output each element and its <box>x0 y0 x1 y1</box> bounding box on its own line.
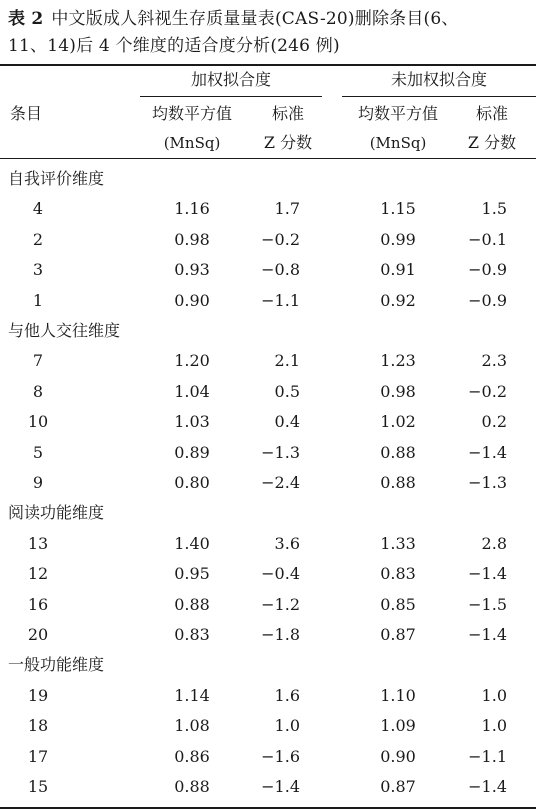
unweighted-z-value: 1.5 <box>481 199 507 219</box>
table-row <box>0 590 536 620</box>
section-label: 与他人交往维度 <box>8 321 121 340</box>
table-row <box>0 742 536 772</box>
table-row <box>0 255 536 285</box>
weighted-mnsq-value: 1.08 <box>174 716 210 736</box>
unweighted-z-value: −0.9 <box>468 290 507 310</box>
unweighted-mnsq-value: 0.87 <box>380 777 416 796</box>
unweighted-z-value: −0.1 <box>468 229 507 249</box>
item-number: 9 <box>32 473 44 492</box>
weighted-mnsq-value: 0.86 <box>174 746 210 766</box>
caption-line-2: 11、14)后 4 个维度的适合度分析(246 例) <box>8 36 340 56</box>
table-row <box>0 468 536 498</box>
unweighted-mnsq-value: 0.91 <box>380 260 416 280</box>
weighted-z-value: 1.0 <box>274 716 300 736</box>
weighted-mnsq-value: 1.16 <box>174 199 210 219</box>
caption-text-1: 中文版成人斜视生存质量量表(CAS-20)删除条目(6、 <box>51 9 459 29</box>
item-number: 8 <box>32 381 44 401</box>
table-row <box>0 377 536 407</box>
weighted-mnsq-value: 0.90 <box>174 290 210 310</box>
weighted-mnsq-value: 0.83 <box>174 625 210 644</box>
table-row <box>0 772 536 802</box>
unweighted-z-value: 2.3 <box>481 351 507 371</box>
header-unweighted-z: Z 分数 <box>467 133 517 152</box>
weighted-z-value: −1.1 <box>261 290 300 310</box>
weighted-mnsq-value: 1.04 <box>174 381 210 401</box>
item-number: 17 <box>27 746 49 766</box>
item-number: 10 <box>27 412 49 432</box>
unweighted-mnsq-value: 1.09 <box>380 716 416 736</box>
header-weighted-mnsq-abbr: (MnSq) <box>163 134 221 152</box>
unweighted-group-rule <box>342 96 536 97</box>
table-bottom-rule <box>0 807 536 809</box>
unweighted-mnsq-value: 0.98 <box>380 381 416 401</box>
item-number: 2 <box>32 229 44 249</box>
table-header-rule <box>0 158 536 159</box>
unweighted-mnsq-value: 0.88 <box>380 442 416 462</box>
unweighted-z-value: 0.2 <box>481 412 507 432</box>
unweighted-z-value: −1.4 <box>468 625 507 644</box>
unweighted-z-value: −1.4 <box>468 564 507 584</box>
section-row <box>0 164 536 194</box>
weighted-z-value: −1.6 <box>261 746 300 766</box>
section-label: 自我评价维度 <box>8 169 105 188</box>
table-row <box>0 681 536 711</box>
item-number: 5 <box>32 442 44 462</box>
unweighted-mnsq-value: 1.02 <box>380 412 416 432</box>
table-row <box>0 346 536 376</box>
header-weighted-std: 标准 <box>271 104 305 123</box>
section-row <box>0 316 536 346</box>
header-weighted-group: 加权拟合度 <box>190 70 272 89</box>
header-unweighted-mnsq-abbr: (MnSq) <box>369 134 427 152</box>
weighted-z-value: 1.6 <box>274 685 300 705</box>
unweighted-mnsq-value: 0.83 <box>380 564 416 584</box>
table-row <box>0 711 536 741</box>
unweighted-z-value: −0.2 <box>468 381 507 401</box>
unweighted-mnsq-value: 0.87 <box>380 625 416 644</box>
weighted-mnsq-value: 1.14 <box>174 685 210 705</box>
weighted-z-value: −1.8 <box>261 625 300 644</box>
weighted-mnsq-value: 0.89 <box>174 442 210 462</box>
unweighted-z-value: −1.4 <box>468 442 507 462</box>
weighted-mnsq-value: 1.20 <box>174 351 210 371</box>
unweighted-mnsq-value: 0.88 <box>380 473 416 492</box>
item-number: 16 <box>27 594 49 614</box>
unweighted-mnsq-value: 0.99 <box>380 229 416 249</box>
header-unweighted-std: 标准 <box>475 104 509 123</box>
weighted-z-value: −0.8 <box>261 260 300 280</box>
item-number: 13 <box>27 533 49 553</box>
header-unweighted-group: 未加权拟合度 <box>390 70 488 89</box>
weighted-mnsq-value: 0.88 <box>174 594 210 614</box>
weighted-z-value: −0.2 <box>261 229 300 249</box>
header-unweighted-mnsq: 均数平方值 <box>357 104 439 123</box>
table-row <box>0 225 536 255</box>
unweighted-z-value: −1.5 <box>468 594 507 614</box>
weighted-z-value: −1.4 <box>261 777 300 796</box>
weighted-mnsq-value: 0.88 <box>174 777 210 796</box>
weighted-mnsq-value: 1.03 <box>174 412 210 432</box>
item-number: 1 <box>32 290 44 310</box>
unweighted-z-value: 1.0 <box>481 716 507 736</box>
unweighted-z-value: −1.4 <box>468 777 507 796</box>
item-number: 15 <box>27 777 49 796</box>
weighted-z-value: 0.5 <box>274 381 300 401</box>
weighted-z-value: 1.7 <box>274 199 300 219</box>
table-row <box>0 620 536 650</box>
weighted-z-value: 3.6 <box>274 533 300 553</box>
table-row <box>0 438 536 468</box>
table-number: 表 2 <box>8 9 44 29</box>
item-number: 7 <box>32 351 44 371</box>
weighted-z-value: −1.2 <box>261 594 300 614</box>
item-number: 4 <box>32 199 44 219</box>
section-label: 一般功能维度 <box>8 655 105 675</box>
header-weighted-z: Z 分数 <box>263 133 313 152</box>
table-row <box>0 286 536 316</box>
unweighted-mnsq-value: 1.15 <box>380 199 416 219</box>
unweighted-mnsq-value: 1.33 <box>380 533 416 553</box>
unweighted-z-value: 1.0 <box>481 685 507 705</box>
unweighted-mnsq-value: 1.23 <box>380 351 416 371</box>
weighted-mnsq-value: 0.80 <box>174 473 210 492</box>
section-label: 阅读功能维度 <box>8 503 105 523</box>
weighted-mnsq-value: 0.98 <box>174 229 210 249</box>
caption-line-1 <box>8 6 532 33</box>
weighted-z-value: −1.3 <box>261 442 300 462</box>
table-caption <box>8 6 532 60</box>
unweighted-mnsq-value: 1.10 <box>380 685 416 705</box>
weighted-mnsq-value: 1.40 <box>174 533 210 553</box>
item-number: 3 <box>32 260 44 280</box>
item-number: 20 <box>27 625 49 644</box>
table-row <box>0 529 536 559</box>
unweighted-z-value: 2.8 <box>481 533 507 553</box>
weighted-mnsq-value: 0.93 <box>174 260 210 280</box>
header-weighted-mnsq: 均数平方值 <box>151 104 233 123</box>
table-row <box>0 407 536 437</box>
section-row <box>0 650 536 680</box>
unweighted-mnsq-value: 0.92 <box>380 290 416 310</box>
section-row <box>0 498 536 528</box>
item-number: 18 <box>27 716 49 736</box>
table-row <box>0 559 536 589</box>
table-row <box>0 194 536 224</box>
header-item: 条目 <box>10 104 43 123</box>
weighted-z-value: 0.4 <box>274 412 300 432</box>
item-number: 19 <box>27 685 49 705</box>
weighted-z-value: −2.4 <box>261 473 300 492</box>
item-number: 12 <box>27 564 49 584</box>
unweighted-z-value: −1.1 <box>468 746 507 766</box>
unweighted-mnsq-value: 0.90 <box>380 746 416 766</box>
weighted-mnsq-value: 0.95 <box>174 564 210 584</box>
table-top-rule <box>0 64 536 66</box>
unweighted-z-value: −1.3 <box>468 473 507 492</box>
weighted-group-rule <box>140 96 322 97</box>
unweighted-mnsq-value: 0.85 <box>380 594 416 614</box>
weighted-z-value: −0.4 <box>261 564 300 584</box>
unweighted-z-value: −0.9 <box>468 260 507 280</box>
weighted-z-value: 2.1 <box>274 351 300 371</box>
